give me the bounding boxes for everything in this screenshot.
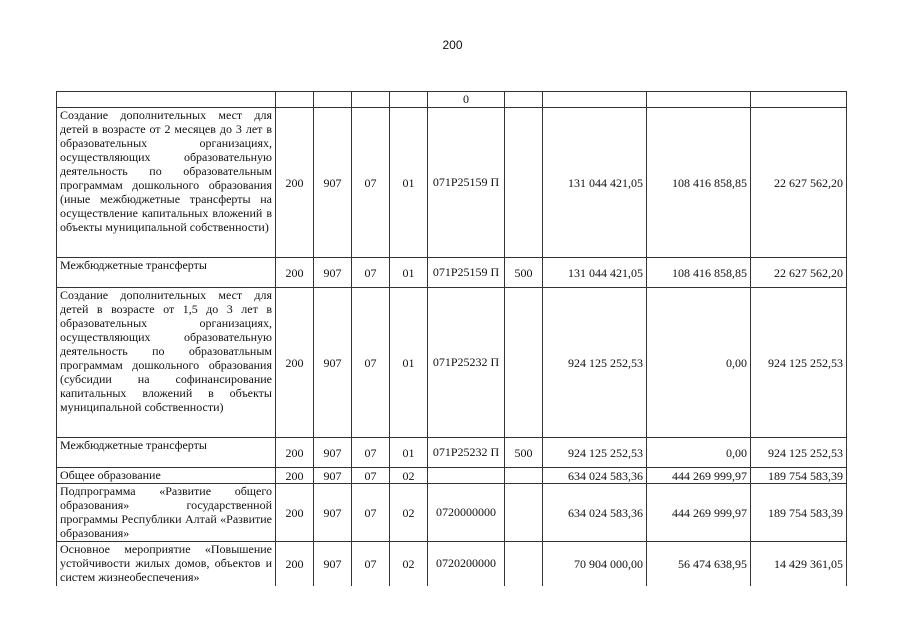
cell-pr: 01	[390, 258, 428, 288]
cell-gr: 200	[276, 258, 314, 288]
cell-csr: 0	[428, 92, 505, 108]
table-row	[57, 468, 847, 484]
cell-rz: 07	[352, 288, 390, 438]
cell-sum-1: 634 024 583,36	[543, 484, 647, 542]
table-row	[57, 92, 847, 108]
table-row	[57, 484, 847, 542]
cell-sum-2: 56 474 638,95	[647, 542, 751, 586]
cell-sum-2: 444 269 999,97	[647, 484, 751, 542]
cell-rz: 07	[352, 484, 390, 542]
cell-gr: 200	[276, 468, 314, 484]
cell-csr	[428, 468, 505, 484]
cell-pr: 02	[390, 468, 428, 484]
cell-sum-1: 924 125 252,53	[543, 288, 647, 438]
cell-pr: 01	[390, 288, 428, 438]
cell-csr: 0720000000	[428, 484, 505, 542]
table-row	[57, 258, 847, 288]
cell-csr: 0720200000	[428, 542, 505, 586]
cell-csr: 071P25232 П	[428, 438, 505, 468]
cell-vr	[505, 468, 543, 484]
cell-sum-2: 0,00	[647, 438, 751, 468]
cell-vr	[505, 108, 543, 258]
cell-gr: 200	[276, 542, 314, 586]
table-row	[57, 288, 847, 438]
cell-gr: 200	[276, 108, 314, 258]
cell-vr	[505, 288, 543, 438]
cell-vr: 500	[505, 258, 543, 288]
cell-vr	[505, 542, 543, 586]
row-description	[57, 92, 276, 108]
cell-rz: 07	[352, 258, 390, 288]
table-row	[57, 108, 847, 258]
cell-ved	[314, 92, 352, 108]
cell-ved: 907	[314, 258, 352, 288]
cell-sum-1: 131 044 421,05	[543, 108, 647, 258]
cell-sum-3: 22 627 562,20	[751, 258, 847, 288]
row-description: Межбюджетные трансферты	[57, 438, 276, 468]
cell-sum-2: 444 269 999,97	[647, 468, 751, 484]
cell-pr: 01	[390, 438, 428, 468]
budget-table	[56, 91, 847, 586]
cell-sum-3: 189 754 583,39	[751, 468, 847, 484]
cell-pr	[390, 92, 428, 108]
cell-rz	[352, 92, 390, 108]
table-row	[57, 438, 847, 468]
page-number: 200	[442, 38, 463, 52]
row-description: Общее образование	[57, 468, 276, 484]
cell-sum-3: 22 627 562,20	[751, 108, 847, 258]
cell-pr: 02	[390, 542, 428, 586]
row-description: Межбюджетные трансферты	[57, 258, 276, 288]
cell-sum-1: 634 024 583,36	[543, 468, 647, 484]
cell-sum-3	[751, 92, 847, 108]
row-description: Основное мероприятие «Повышение устойчивости жилых домов, объектов и систем жизнеобеспечения»	[57, 542, 276, 586]
cell-csr: 071P25232 П	[428, 288, 505, 438]
cell-gr: 200	[276, 288, 314, 438]
row-description: Создание дополнительных мест для детей в возрасте от 2 месяцев до 3 лет в образовательных организациях, осуществляющих образовательную деятельность по образовательным программам дошкольного образования (иные межбюджетные трансферты на осуществление капитальных вложений в объекты муниципальной собственности)	[57, 108, 276, 258]
cell-sum-3: 924 125 252,53	[751, 288, 847, 438]
cell-ved: 907	[314, 468, 352, 484]
cell-sum-3: 14 429 361,05	[751, 542, 847, 586]
cell-sum-1: 70 904 000,00	[543, 542, 647, 586]
cell-gr: 200	[276, 484, 314, 542]
cell-vr	[505, 92, 543, 108]
cell-sum-3: 924 125 252,53	[751, 438, 847, 468]
cell-gr	[276, 92, 314, 108]
cell-csr: 071P25159 П	[428, 258, 505, 288]
cell-sum-3: 189 754 583,39	[751, 484, 847, 542]
cell-sum-1	[543, 92, 647, 108]
cell-ved: 907	[314, 542, 352, 586]
cell-ved: 907	[314, 108, 352, 258]
cell-pr: 02	[390, 484, 428, 542]
cell-vr: 500	[505, 438, 543, 468]
cell-rz: 07	[352, 438, 390, 468]
row-description: Создание дополнительных мест для детей в возрасте от 1,5 до 3 лет в образовательных организациях, осуществляющих образовательную деятельность по образоватльным программам дошкольного образования (субсидии на софинансирование капитальных вложений в объекты муниципальной собственности)	[57, 288, 276, 438]
cell-sum-1: 131 044 421,05	[543, 258, 647, 288]
row-description: Подпрограмма «Развитие общего образования» государственной программы Республики Алтай «Развитие образования»	[57, 484, 276, 542]
table-row	[57, 542, 847, 586]
cell-sum-2: 0,00	[647, 288, 751, 438]
cell-sum-1: 924 125 252,53	[543, 438, 647, 468]
cell-sum-2: 108 416 858,85	[647, 258, 751, 288]
cell-rz: 07	[352, 468, 390, 484]
cell-pr: 01	[390, 108, 428, 258]
cell-rz: 07	[352, 108, 390, 258]
cell-ved: 907	[314, 438, 352, 468]
cell-sum-2: 108 416 858,85	[647, 108, 751, 258]
cell-sum-2	[647, 92, 751, 108]
cell-csr: 071P25159 П	[428, 108, 505, 258]
cell-gr: 200	[276, 438, 314, 468]
cell-rz: 07	[352, 542, 390, 586]
cell-ved: 907	[314, 288, 352, 438]
cell-vr	[505, 484, 543, 542]
cell-ved: 907	[314, 484, 352, 542]
